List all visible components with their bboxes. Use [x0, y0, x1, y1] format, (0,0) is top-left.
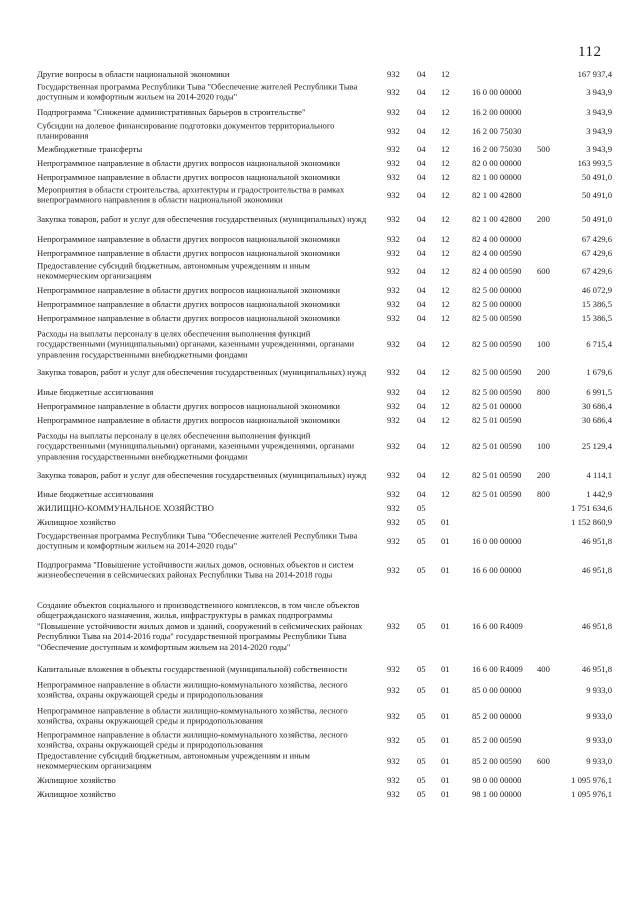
table-row [0, 120, 640, 142]
cell-razdel: 04 [417, 189, 426, 200]
cell-csr: 82 5 00 00590 [472, 312, 522, 323]
cell-name: Непрограммное направление в области других вопросов национальной экономики [37, 284, 340, 295]
cell-vr: 800 [537, 386, 550, 397]
cell-sum: 30 686,4 [581, 414, 612, 425]
cell-razdel: 05 [417, 734, 426, 745]
cell-razdel: 04 [417, 233, 426, 244]
cell-name: Непрограммное направление в области жилищно-коммунального хозяйства, лесного хозяйства, охраны окружающей среды и природопользования [37, 729, 348, 750]
table-row [0, 414, 640, 426]
cell-name: Предоставление субсидий бюджетным, автономным учреждениям и иным некоммерческим организациям [37, 260, 310, 281]
cell-vr: 200 [537, 469, 550, 480]
cell-name: Подпрограмма "Снижение административных барьеров в строительстве" [37, 106, 306, 117]
cell-sum: 9 933,0 [586, 710, 612, 721]
cell-sum: 3 943,9 [586, 125, 612, 136]
cell-name: Расходы на выплаты персоналу в целях обеспечения выполнения функций государственными (муниципальными) органами, казенными учреждениями, органами управления государственными внебюджетными фондами [37, 430, 355, 462]
cell-vedom: 932 [387, 440, 400, 451]
cell-sum: 25 129,4 [581, 440, 612, 451]
cell-sum: 1 095 976,1 [571, 774, 612, 785]
cell-sum: 46 951,8 [581, 663, 612, 674]
cell-razdel: 05 [417, 535, 426, 546]
cell-razdel: 04 [417, 400, 426, 411]
cell-razdel: 05 [417, 788, 426, 799]
cell-vedom: 932 [387, 284, 400, 295]
cell-name: Предоставление субсидий бюджетным, автономным учреждениям и иным некоммерческим организациям [37, 750, 310, 771]
cell-csr: 85 2 00 00000 [472, 710, 522, 721]
cell-vedom: 932 [387, 312, 400, 323]
cell-name: Непрограммное направление в области других вопросов национальной экономики [37, 247, 340, 258]
table-row [0, 366, 640, 378]
cell-sum: 46 951,8 [581, 535, 612, 546]
cell-podr: 12 [441, 125, 450, 136]
cell-csr: 82 1 00 42800 [472, 189, 522, 200]
cell-podr: 12 [441, 213, 450, 224]
cell-vedom: 932 [387, 755, 400, 766]
cell-csr: 82 5 00 00590 [472, 386, 522, 397]
cell-podr: 12 [441, 338, 450, 349]
table-row [0, 469, 640, 481]
cell-podr: 12 [441, 157, 450, 168]
cell-vedom: 932 [387, 386, 400, 397]
cell-podr: 12 [441, 414, 450, 425]
cell-csr: 16 6 00 00000 [472, 564, 522, 575]
table-row [0, 213, 640, 225]
cell-razdel: 04 [417, 106, 426, 117]
cell-name: Иные бюджетные ассигнования [37, 488, 154, 499]
cell-csr: 85 2 00 00590 [472, 734, 522, 745]
cell-name: Непрограммное направление в области других вопросов национальной экономики [37, 414, 340, 425]
cell-vr: 600 [537, 265, 550, 276]
cell-podr: 01 [441, 755, 450, 766]
cell-name: Межбюджетные трансферты [37, 143, 143, 154]
table-row [0, 81, 640, 103]
table-row [0, 284, 640, 296]
cell-sum: 67 429,6 [581, 233, 612, 244]
cell-podr: 12 [441, 143, 450, 154]
cell-podr: 12 [441, 298, 450, 309]
cell-sum: 1 095 976,1 [571, 788, 612, 799]
cell-podr: 01 [441, 684, 450, 695]
cell-vedom: 932 [387, 620, 400, 631]
cell-vedom: 932 [387, 710, 400, 721]
cell-podr: 12 [441, 386, 450, 397]
cell-podr: 01 [441, 535, 450, 546]
table-row [0, 247, 640, 259]
cell-razdel: 04 [417, 143, 426, 154]
cell-sum: 67 429,6 [581, 247, 612, 258]
cell-razdel: 04 [417, 171, 426, 182]
cell-csr: 82 4 00 00590 [472, 265, 522, 276]
cell-csr: 82 5 01 00590 [472, 414, 522, 425]
table-row [0, 488, 640, 500]
cell-sum: 9 933,0 [586, 684, 612, 695]
cell-podr: 01 [441, 774, 450, 785]
cell-vedom: 932 [387, 516, 400, 527]
cell-vedom: 932 [387, 663, 400, 674]
cell-sum: 15 386,5 [581, 312, 612, 323]
table-row [0, 530, 640, 552]
cell-name: Непрограммное направление в области жилищно-коммунального хозяйства, лесного хозяйства, охраны окружающей среды и природопользования [37, 705, 348, 726]
cell-razdel: 04 [417, 284, 426, 295]
cell-razdel: 04 [417, 125, 426, 136]
cell-vedom: 932 [387, 247, 400, 258]
cell-razdel: 04 [417, 265, 426, 276]
cell-podr: 12 [441, 106, 450, 117]
cell-name: Жилищное хозяйство [37, 516, 116, 527]
cell-vedom: 932 [387, 734, 400, 745]
cell-csr: 98 0 00 00000 [472, 774, 522, 785]
cell-sum: 3 943,9 [586, 143, 612, 154]
cell-csr: 82 5 01 00590 [472, 440, 522, 451]
cell-podr: 01 [441, 710, 450, 721]
cell-podr: 01 [441, 788, 450, 799]
cell-razdel: 04 [417, 157, 426, 168]
cell-name: Расходы на выплаты персоналу в целях обеспечения выполнения функций государственными (муниципальными) органами, казенными учреждениями, органами управления государственными внебюджетными фондами [37, 328, 355, 360]
cell-vedom: 932 [387, 233, 400, 244]
cell-razdel: 04 [417, 440, 426, 451]
cell-vr: 100 [537, 338, 550, 349]
cell-razdel: 05 [417, 755, 426, 766]
cell-razdel: 04 [417, 298, 426, 309]
cell-sum: 6 715,4 [586, 338, 612, 349]
cell-razdel: 05 [417, 564, 426, 575]
cell-podr: 12 [441, 488, 450, 499]
cell-sum: 9 933,0 [586, 755, 612, 766]
table-row [0, 260, 640, 282]
cell-podr: 01 [441, 734, 450, 745]
cell-podr: 01 [441, 620, 450, 631]
cell-sum: 50 491,0 [581, 171, 612, 182]
cell-podr: 12 [441, 284, 450, 295]
cell-csr: 82 5 01 00590 [472, 488, 522, 499]
cell-razdel: 04 [417, 414, 426, 425]
cell-razdel: 04 [417, 366, 426, 377]
cell-csr: 98 1 00 00000 [472, 788, 522, 799]
cell-vedom: 932 [387, 535, 400, 546]
cell-razdel: 04 [417, 338, 426, 349]
cell-vr: 600 [537, 755, 550, 766]
cell-csr: 16 2 00 75030 [472, 125, 522, 136]
cell-csr: 82 4 00 00000 [472, 233, 522, 244]
cell-vedom: 932 [387, 502, 400, 513]
cell-sum: 46 072,9 [581, 284, 612, 295]
table-row [0, 502, 640, 514]
cell-vedom: 932 [387, 86, 400, 97]
cell-vr: 200 [537, 366, 550, 377]
cell-razdel: 05 [417, 516, 426, 527]
cell-vedom: 932 [387, 265, 400, 276]
table-row [0, 326, 640, 362]
cell-csr: 82 1 00 00000 [472, 171, 522, 182]
cell-sum: 9 933,0 [586, 734, 612, 745]
cell-csr: 82 4 00 00590 [472, 247, 522, 258]
table-row [0, 705, 640, 727]
cell-name: Капитальные вложения в объекты государственной (муниципальной) собственности [37, 663, 348, 674]
cell-vedom: 932 [387, 414, 400, 425]
cell-name: Непрограммное направление в области других вопросов национальной экономики [37, 400, 340, 411]
cell-razdel: 04 [417, 312, 426, 323]
cell-razdel: 04 [417, 213, 426, 224]
cell-vedom: 932 [387, 298, 400, 309]
table-row [0, 143, 640, 155]
cell-sum: 46 951,8 [581, 564, 612, 575]
table-row [0, 312, 640, 324]
cell-name: Непрограммное направление в области других вопросов национальной экономики [37, 157, 340, 168]
cell-name: Субсидии на долевое финансирование подготовки документов территориального планирования [37, 120, 335, 141]
table-row [0, 386, 640, 398]
cell-vr: 200 [537, 213, 550, 224]
cell-name: Другие вопросы в области национальной экономики [37, 68, 230, 79]
cell-razdel: 05 [417, 620, 426, 631]
cell-podr: 01 [441, 564, 450, 575]
cell-csr: 82 1 00 42800 [472, 213, 522, 224]
cell-csr: 82 5 01 00590 [472, 469, 522, 480]
cell-name: Государственная программа Республики Тыва "Обеспечение жителей Республики Тыва доступным и комфортным жильем на 2014-2020 годы" [37, 530, 358, 551]
cell-razdel: 05 [417, 710, 426, 721]
table-row [0, 679, 640, 701]
cell-vedom: 932 [387, 143, 400, 154]
table-row [0, 184, 640, 206]
cell-csr: 82 0 00 00000 [472, 157, 522, 168]
cell-podr: 12 [441, 171, 450, 182]
table-row [0, 428, 640, 464]
table-row [0, 663, 640, 675]
cell-csr: 16 6 00 R4009 [472, 620, 523, 631]
cell-razdel: 04 [417, 469, 426, 480]
cell-podr: 12 [441, 440, 450, 451]
cell-name: Жилищное хозяйство [37, 774, 116, 785]
cell-vr: 800 [537, 488, 550, 499]
cell-vedom: 932 [387, 68, 400, 79]
cell-sum: 46 951,8 [581, 620, 612, 631]
cell-name: Непрограммное направление в области жилищно-коммунального хозяйства, лесного хозяйства, охраны окружающей среды и природопользования [37, 679, 348, 700]
cell-name: Жилищное хозяйство [37, 788, 116, 799]
cell-csr: 16 0 00 00000 [472, 535, 522, 546]
cell-name: Иные бюджетные ассигнования [37, 386, 154, 397]
table-row [0, 106, 640, 118]
cell-podr: 01 [441, 663, 450, 674]
cell-name: Непрограммное направление в области других вопросов национальной экономики [37, 298, 340, 309]
cell-sum: 167 937,4 [577, 68, 612, 79]
cell-vedom: 932 [387, 171, 400, 182]
cell-csr: 16 2 00 00000 [472, 106, 522, 117]
cell-csr: 82 5 00 00590 [472, 366, 522, 377]
cell-podr: 12 [441, 68, 450, 79]
cell-vedom: 932 [387, 684, 400, 695]
cell-csr: 16 2 00 75030 [472, 143, 522, 154]
cell-name: Подпрограмма "Повышение устойчивости жилых домов, основных объектов и систем жизнеобеспечения в сейсмических районах Республики Тыва на 2014-2018 годы [37, 559, 354, 580]
cell-razdel: 04 [417, 386, 426, 397]
cell-name: Непрограммное направление в области других вопросов национальной экономики [37, 233, 340, 244]
cell-sum: 30 686,4 [581, 400, 612, 411]
cell-sum: 50 491,0 [581, 213, 612, 224]
table-row [0, 233, 640, 245]
cell-podr: 12 [441, 312, 450, 323]
cell-razdel: 04 [417, 68, 426, 79]
cell-podr: 12 [441, 265, 450, 276]
cell-csr: 82 5 00 00590 [472, 338, 522, 349]
cell-vedom: 932 [387, 469, 400, 480]
cell-sum: 1 442,9 [586, 488, 612, 499]
cell-sum: 163 993,5 [577, 157, 612, 168]
cell-name: ЖИЛИЩНО-КОММУНАЛЬНОЕ ХОЗЯЙСТВО [37, 502, 214, 513]
cell-csr: 85 0 00 00000 [472, 684, 522, 695]
table-row [0, 157, 640, 169]
cell-csr: 82 5 01 00000 [472, 400, 522, 411]
cell-sum: 3 943,9 [586, 106, 612, 117]
cell-razdel: 05 [417, 663, 426, 674]
cell-name: Непрограммное направление в области других вопросов национальной экономики [37, 312, 340, 323]
cell-sum: 67 429,6 [581, 265, 612, 276]
cell-vedom: 932 [387, 366, 400, 377]
table-row [0, 559, 640, 581]
table-row [0, 516, 640, 528]
cell-vedom: 932 [387, 564, 400, 575]
cell-csr: 16 0 00 00000 [472, 86, 522, 97]
cell-sum: 15 386,5 [581, 298, 612, 309]
table-row [0, 750, 640, 772]
cell-name: Непрограммное направление в области других вопросов национальной экономики [37, 171, 340, 182]
cell-vr: 500 [537, 143, 550, 154]
cell-razdel: 05 [417, 774, 426, 785]
table-row [0, 68, 640, 80]
cell-name: Мероприятия в области строительства, архитектуры и градостроительства в рамках внепрограммного направления в области национальной экономики [37, 184, 345, 205]
cell-csr: 16 6 00 R4009 [472, 663, 523, 674]
cell-podr: 12 [441, 400, 450, 411]
cell-name: Создание объектов социального и производственного комплексов, в том числе объектов общегражданского назначения, жилья, инфраструктуры в рамках подпрограммы "Повышение устойчивости жилых домов и зданий, сооружений в сейсмических районах Республики Тыва на 2014-2016 годы" государственной программы Республики Тыва "Обеспечение доступным и комфортным жильем на 2014-2020 годы" [37, 599, 363, 652]
cell-sum: 6 991,5 [586, 386, 612, 397]
cell-vedom: 932 [387, 213, 400, 224]
table-row [0, 298, 640, 310]
cell-razdel: 04 [417, 247, 426, 258]
cell-vedom: 932 [387, 157, 400, 168]
table-row [0, 774, 640, 786]
cell-podr: 12 [441, 469, 450, 480]
cell-podr: 01 [441, 516, 450, 527]
cell-vedom: 932 [387, 125, 400, 136]
cell-csr: 85 2 00 00590 [472, 755, 522, 766]
page-number: 112 [578, 44, 602, 60]
cell-sum: 50 491,0 [581, 189, 612, 200]
cell-razdel: 05 [417, 502, 426, 513]
cell-vedom: 932 [387, 788, 400, 799]
cell-vedom: 932 [387, 106, 400, 117]
cell-razdel: 04 [417, 86, 426, 97]
cell-name: Закупка товаров, работ и услуг для обеспечения государственных (муниципальных) нужд [37, 366, 367, 377]
cell-vedom: 932 [387, 488, 400, 499]
cell-sum: 4 114,1 [586, 469, 612, 480]
cell-sum: 1 679,6 [586, 366, 612, 377]
cell-name: Государственная программа Республики Тыва "Обеспечение жителей Республики Тыва доступным и комфортным жильем на 2014-2020 годы" [37, 81, 358, 102]
cell-podr: 12 [441, 247, 450, 258]
cell-vedom: 932 [387, 774, 400, 785]
table-row [0, 788, 640, 800]
cell-razdel: 05 [417, 684, 426, 695]
cell-sum: 1 751 634,6 [571, 502, 612, 513]
cell-vedom: 932 [387, 400, 400, 411]
table-row [0, 400, 640, 412]
cell-name: Закупка товаров, работ и услуг для обеспечения государственных (муниципальных) нужд [37, 213, 367, 224]
cell-sum: 3 943,9 [586, 86, 612, 97]
cell-podr: 12 [441, 233, 450, 244]
cell-vedom: 932 [387, 189, 400, 200]
cell-csr: 82 5 00 00000 [472, 284, 522, 295]
table-row [0, 729, 640, 751]
cell-vedom: 932 [387, 338, 400, 349]
cell-vr: 100 [537, 440, 550, 451]
cell-podr: 12 [441, 86, 450, 97]
cell-name: Закупка товаров, работ и услуг для обеспечения государственных (муниципальных) нужд [37, 469, 367, 480]
cell-razdel: 04 [417, 488, 426, 499]
cell-csr: 82 5 00 00000 [472, 298, 522, 309]
table-row [0, 171, 640, 183]
cell-vr: 400 [537, 663, 550, 674]
table-row [0, 599, 640, 653]
cell-podr: 12 [441, 366, 450, 377]
cell-podr: 12 [441, 189, 450, 200]
cell-sum: 1 152 860,9 [571, 516, 612, 527]
